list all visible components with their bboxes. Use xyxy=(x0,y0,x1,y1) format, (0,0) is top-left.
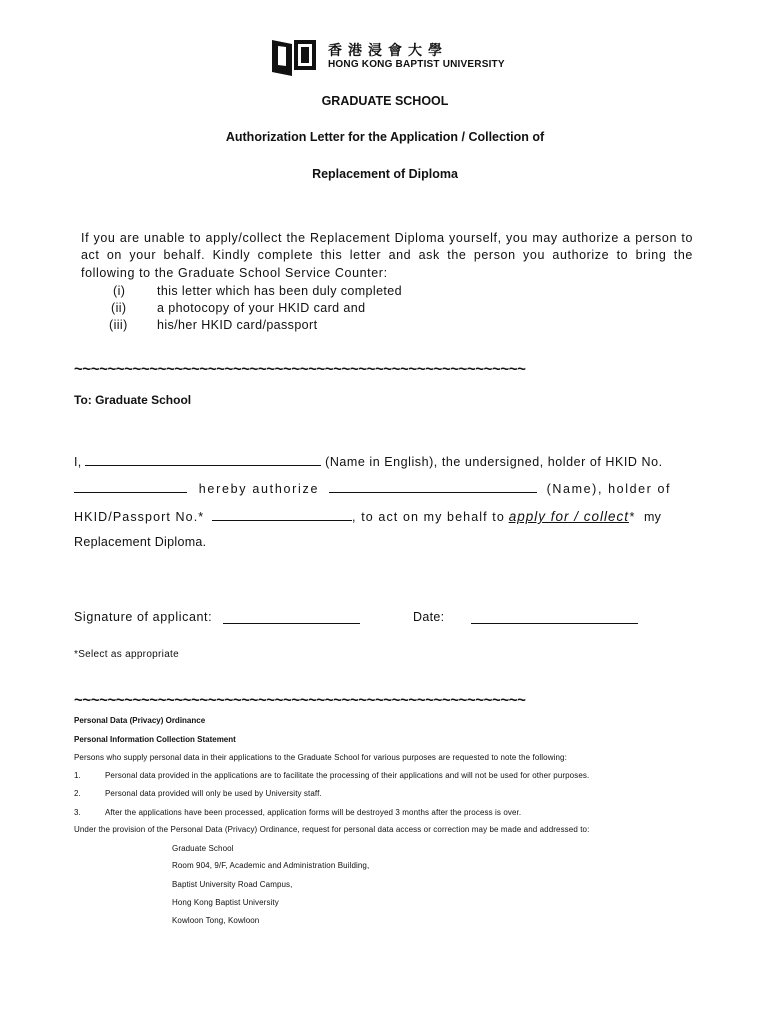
form-line-2 xyxy=(74,480,694,496)
document-title-line1: Authorization Letter for the Application / Collection of xyxy=(225,130,545,144)
address-line: Baptist University Road Campus, xyxy=(172,880,293,889)
privacy-item-marker: 2. xyxy=(74,789,81,798)
document-title-line2: Replacement of Diploma xyxy=(312,167,458,181)
privacy-intro: Persons who supply personal data in their applications to the Graduate School for various purposes are requested to note the following: xyxy=(74,753,567,762)
tilde-divider: ~~~~~~~~~~~~~~~~~~~~~~~~~~~~~~~~~~~~~~~~~~~~~~~~~~~~~~ xyxy=(74,692,526,709)
form-text: I, xyxy=(74,455,82,469)
form-text: (Name in English), the undersigned, holder of HKID No. xyxy=(325,455,663,469)
intro-paragraph: If you are unable to apply/collect the Replacement Diploma yourself, you may authorize a person to act on your behalf. Kindly complete this letter and ask the person you authorize to bring the following to the Graduate School Service Counter: xyxy=(81,231,693,280)
address-line: Room 904, 9/F, Academic and Administration Building, xyxy=(172,861,370,870)
university-name-chinese: 香港浸會大學 xyxy=(328,42,448,58)
form-line-1 xyxy=(74,453,663,469)
address-line: Graduate School xyxy=(172,844,234,853)
hkid-number-blank[interactable] xyxy=(74,480,187,493)
list-item: his/her HKID card/passport xyxy=(157,318,318,332)
university-name-english: HONG KONG BAPTIST UNIVERSITY xyxy=(328,59,505,70)
authorized-person-name-blank[interactable] xyxy=(329,480,537,493)
date-label: Date: xyxy=(413,610,445,624)
form-text: HKID/Passport No.* xyxy=(74,510,205,524)
form-text: * xyxy=(628,510,635,524)
date-line[interactable] xyxy=(471,623,638,624)
address-line: Hong Kong Baptist University xyxy=(172,898,279,907)
applicant-name-blank[interactable] xyxy=(85,453,321,466)
form-text: , to act on my behalf to xyxy=(352,510,505,524)
address-line: Kowloon Tong, Kowloon xyxy=(172,916,260,925)
privacy-access-statement: Under the provision of the Personal Data (Privacy) Ordinance, request for personal data access or correction may be made and addressed to: xyxy=(74,825,590,834)
form-text: my xyxy=(643,510,662,524)
university-logo-icon xyxy=(270,38,320,76)
signature-line[interactable] xyxy=(223,623,360,624)
signature-label: Signature of applicant: xyxy=(74,610,213,624)
list-marker: (iii) xyxy=(109,318,128,332)
form-line-4: Replacement Diploma. xyxy=(74,535,207,549)
footnote: *Select as appropriate xyxy=(74,649,179,660)
privacy-item: Personal data provided will only be used by University staff. xyxy=(105,789,322,798)
privacy-item-marker: 3. xyxy=(74,808,81,817)
form-line-3 xyxy=(74,508,661,524)
passport-number-blank[interactable] xyxy=(212,508,352,521)
department-heading: GRADUATE SCHOOL xyxy=(321,94,449,108)
addressee: To: Graduate School xyxy=(74,393,192,407)
form-text: hereby authorize xyxy=(198,482,320,496)
privacy-heading: Personal Data (Privacy) Ordinance xyxy=(74,716,206,725)
privacy-item: Personal data provided in the applications are to facilitate the processing of their applications and will not be used for other purposes. xyxy=(105,771,590,780)
privacy-item: After the applications have been processed, application forms will be destroyed 3 months after the process is over. xyxy=(105,808,522,817)
list-item: this letter which has been duly completed xyxy=(157,284,403,298)
list-item: a photocopy of your HKID card and xyxy=(157,301,366,315)
privacy-item-marker: 1. xyxy=(74,771,81,780)
tilde-divider: ~~~~~~~~~~~~~~~~~~~~~~~~~~~~~~~~~~~~~~~~~~~~~~~~~~~~~~ xyxy=(74,361,526,378)
form-text: (Name), holder of xyxy=(546,482,672,496)
apply-collect-choice[interactable]: apply for / collect xyxy=(508,509,629,524)
list-marker: (i) xyxy=(113,284,126,298)
list-marker: (ii) xyxy=(111,301,127,315)
privacy-subheading: Personal Information Collection Statement xyxy=(74,735,236,744)
